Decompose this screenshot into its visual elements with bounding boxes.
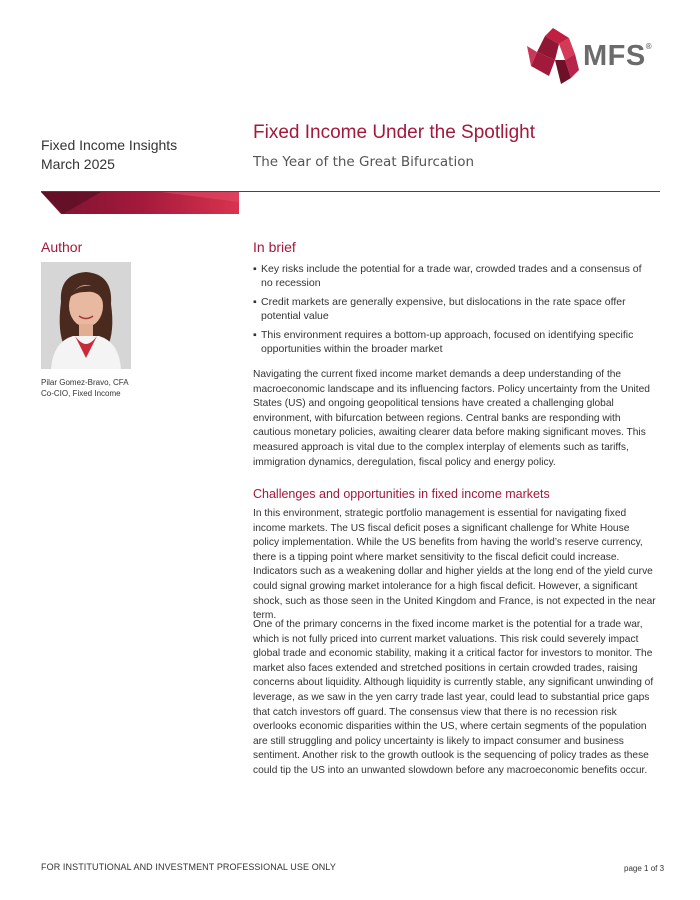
page-number: page 1 of 3 <box>624 864 665 873</box>
body-paragraph-1: In this environment, strategic portfolio management is essential for navigating fixed income markets. The US fiscal deficit poses a significant challenge for White House policy implementation. While the US benefits from having the world’s reserve currency, there is a tipping point where market sensitivity to the fiscal deficit could increase. Indicators such as a weakening dollar and higher yields at the long end of the yield curve could signal growing market intolerance for a high fiscal deficit. However, a significant shock, such as those seen in the United Kingdom and France, is not expected in the near term. <box>253 508 656 622</box>
author-photo <box>41 262 131 369</box>
decorative-gradient-band <box>41 192 239 214</box>
intro-paragraph: Navigating the current fixed income market demands a deep understanding of the macroeconomic landscape and its influencing factors. Policy uncertainty from the United States (US) and ongoing geopolitical tensions have created a challenging global environment, with bifurcation between regions. Central banks are responding with cautious monetary policies, awaiting clearer data before making significant moves. This measured approach is vital due to the complex interplay of elements such as tariffs, immigration dynamics, deregulation, fiscal policy and energy policy. <box>253 369 650 468</box>
bullet-icon: ▪ <box>253 296 257 308</box>
list-item: ▪ Credit markets are generally expensive, but dislocations in the rate space offer potential value <box>253 296 626 322</box>
mfs-logo[interactable] <box>525 26 665 86</box>
list-item: ▪ Key risks include the potential for a trade war, crowded trades and a consensus of no recession <box>253 263 642 289</box>
mfs-wordmark: MFS® <box>583 40 653 72</box>
brief-list <box>253 262 653 361</box>
author-name: Pilar Gomez-Bravo, CFA <box>41 378 129 387</box>
section-heading: Challenges and opportunities in fixed income markets <box>253 487 550 501</box>
footer-disclaimer: FOR INSTITUTIONAL AND INVESTMENT PROFESSIONAL USE ONLY <box>41 862 336 872</box>
series-name: Fixed Income Insights <box>41 137 178 153</box>
author-role: Co-CIO, Fixed Income <box>41 389 121 398</box>
author-heading: Author <box>41 239 83 255</box>
author-credit <box>41 377 129 399</box>
publication-label <box>41 136 177 174</box>
bullet-icon: ▪ <box>253 263 257 275</box>
page-subtitle: The Year of the Great Bifurcation <box>253 154 475 170</box>
brief-heading: In brief <box>253 239 296 255</box>
mfs-logo-mark-icon <box>525 26 583 86</box>
publication-date: March 2025 <box>41 156 115 172</box>
body-paragraph-2: One of the primary concerns in the fixed income market is the potential for a trade war, which is not fully priced into current market valuations. This risk could severely impact global trade and economic stability, making it a critical factor for investors to monitor. The market also faces extended and stretched positions in certain crowded trades, raising concerns about liquidity. Although liquidity is currently stable, any significant unwinding of leverage, as we saw in the yen carry trade last year, could lead to substantial price gaps that catch investors off guard. The consensus view that there is no recession risk overlooks economic disparities within the US, where certain segments of the population are still struggling and policy uncertainty is likely to impact consumer and business sentiment. Another risk to the growth outlook is the sequencing of policy trades as these could tip the US into an unwanted slowdown before any macroeconomic benefits occur. <box>253 619 654 776</box>
list-item: ▪ This environment requires a bottom-up approach, focused on identifying specific opportunities within the broader market <box>253 329 634 355</box>
page-title: Fixed Income Under the Spotlight <box>253 122 535 143</box>
bullet-icon: ▪ <box>253 329 257 341</box>
